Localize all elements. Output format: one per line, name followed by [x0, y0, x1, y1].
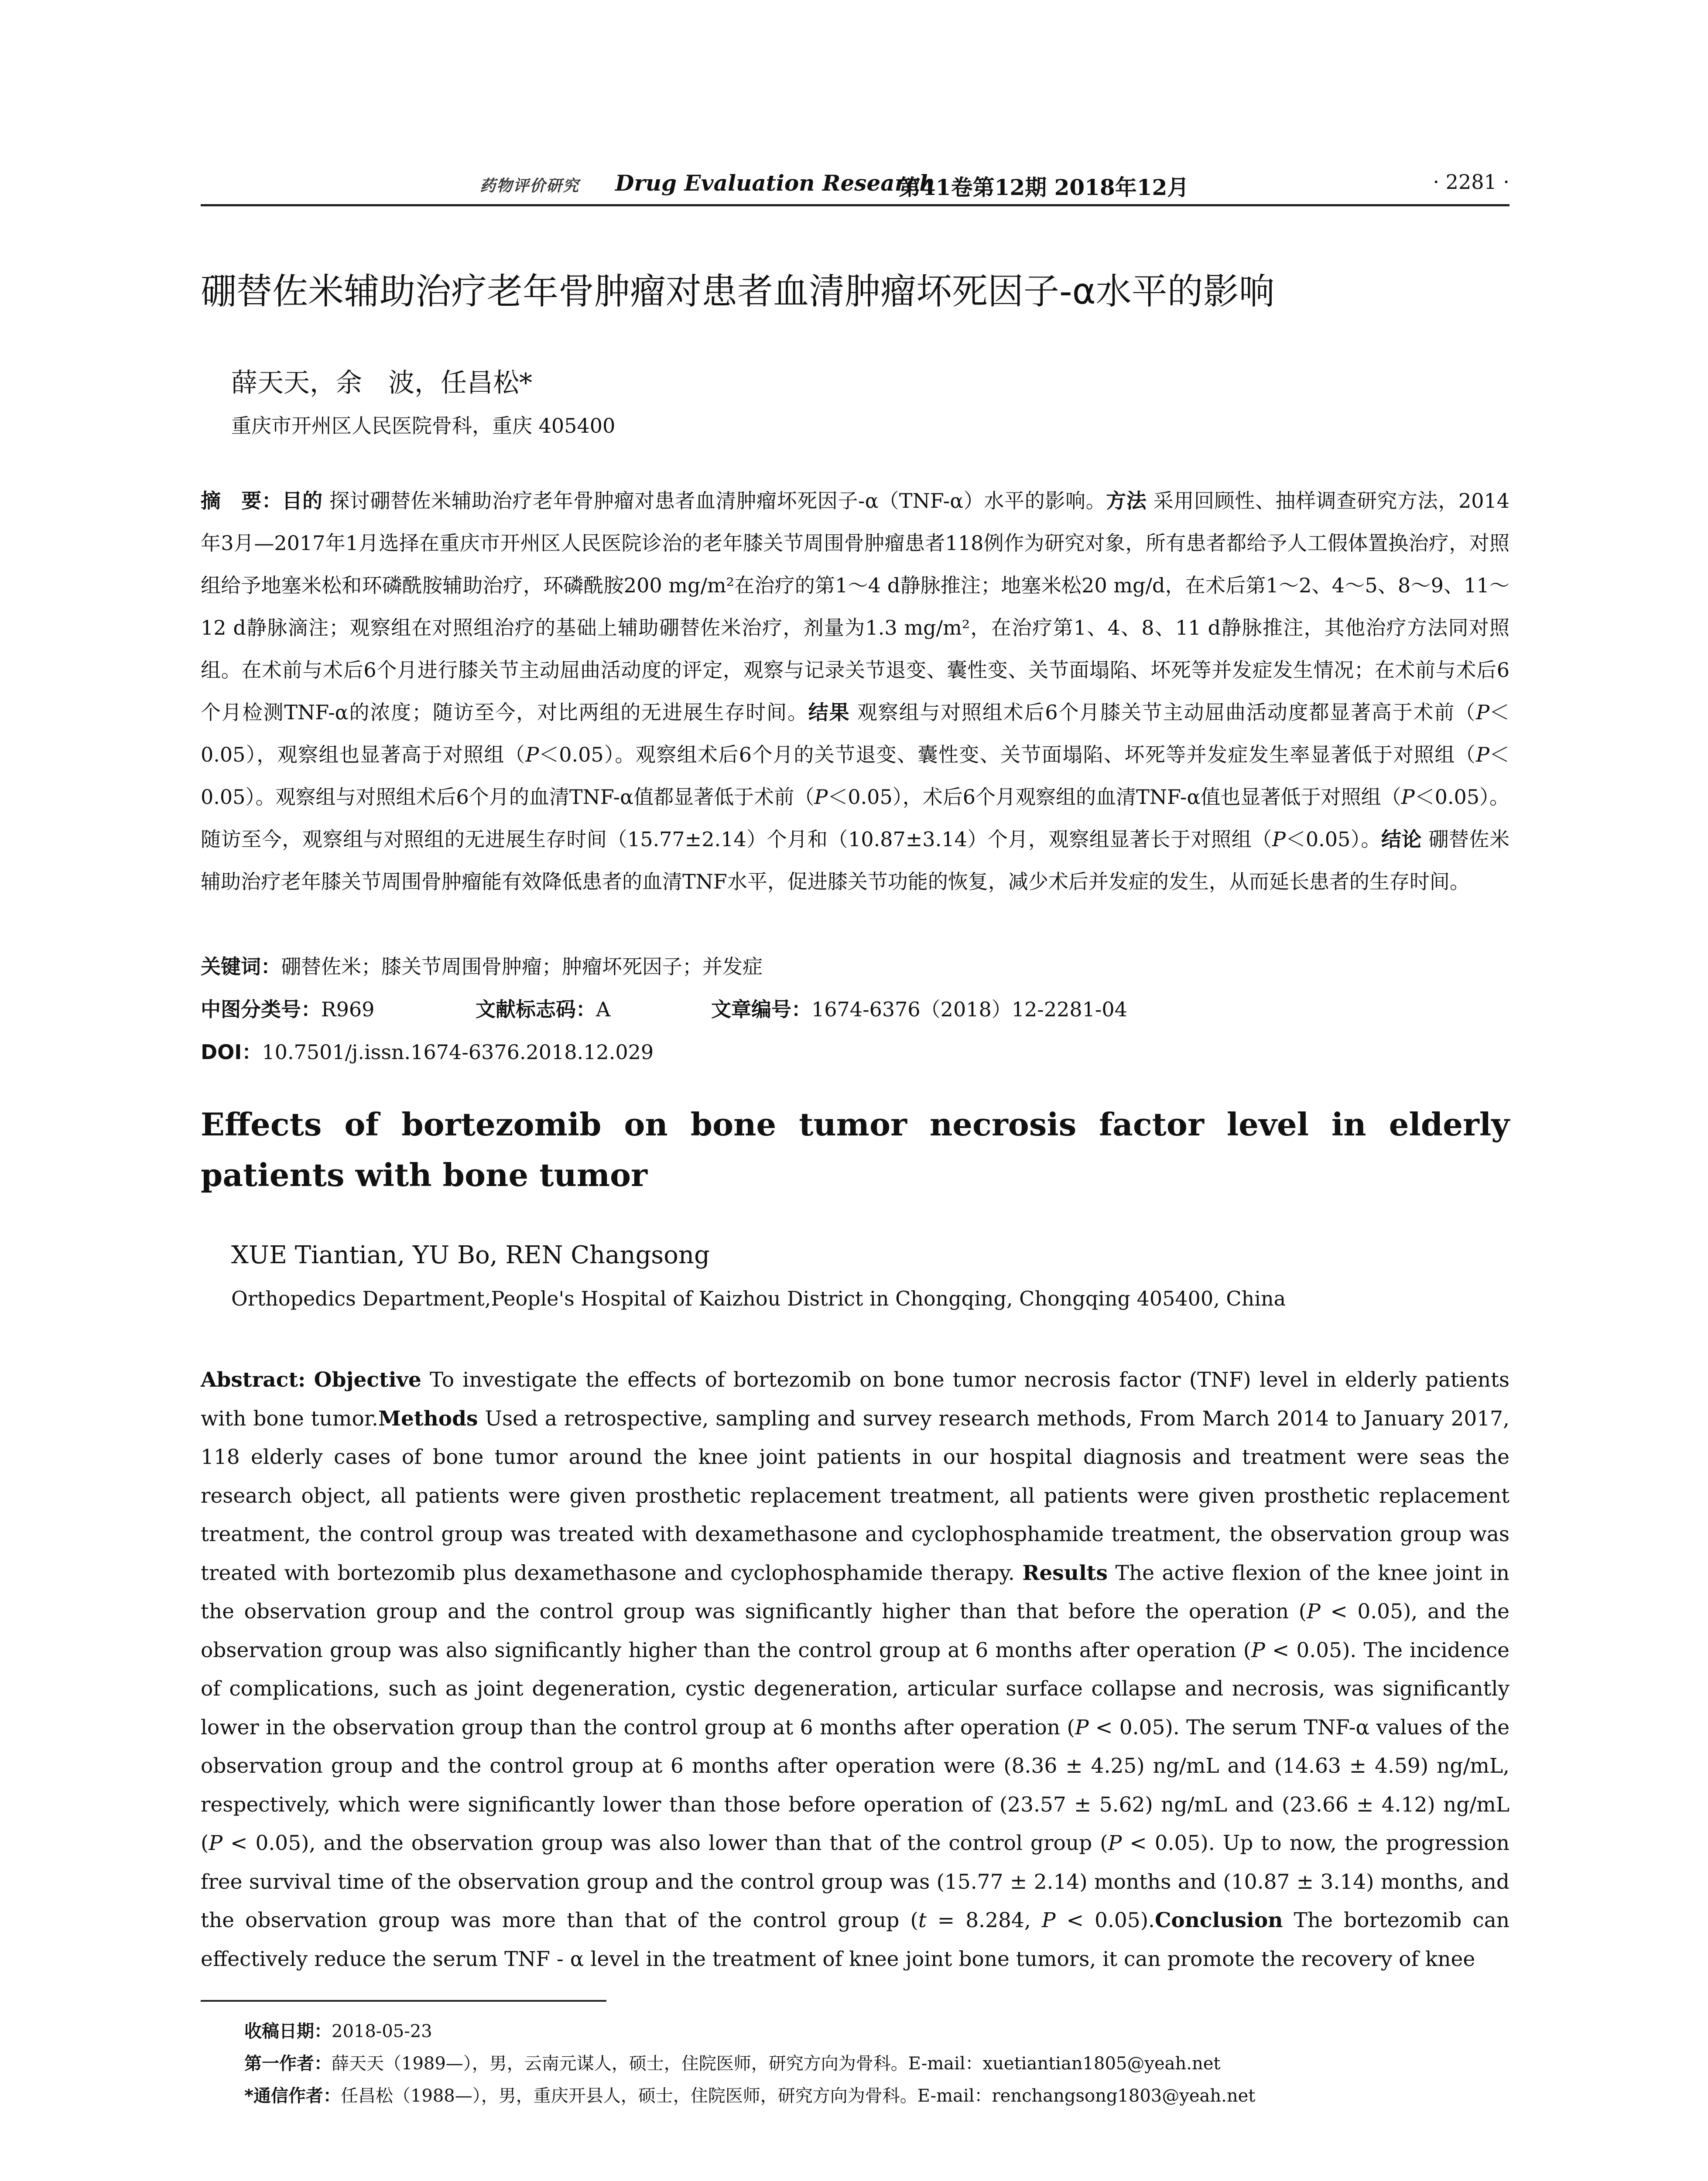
results-text: ＜0.05），观察组也显著高于对照组（	[201, 701, 1510, 766]
english-abstract	[201, 1361, 1509, 1979]
keywords-text: 硼替佐米；膝关节周围骨肿瘤；肿瘤坏死因子；并发症	[281, 955, 763, 978]
journal-logo: 药物评价研究	[480, 177, 580, 195]
english-authors: XUE Tiantian, YU Bo, REN Changsong	[231, 1241, 710, 1269]
results-text: < 0.05), and the observation group was also lower than that of the control group (	[222, 1831, 1108, 1855]
page-number: · 2281 ·	[1433, 170, 1509, 194]
p-symbol: P	[209, 1831, 222, 1855]
p-symbol: P	[1108, 1831, 1122, 1855]
article-no-value: 1674-6376（2018）12-2281-04	[811, 998, 1127, 1021]
results-text: The active flexion of the knee joint in the observation group and the control group was significantly higher than that before the operation (	[201, 1561, 1509, 1624]
header-rule	[201, 204, 1509, 206]
results-text: < 0.05).	[1055, 1908, 1155, 1932]
objective-label: 目的	[282, 489, 323, 513]
results-text: ＜0.05），术后6个月观察组的血清TNF-α值也显著低于对照组（	[828, 785, 1401, 809]
doi-row	[201, 1036, 1509, 1065]
p-symbol: P	[814, 785, 828, 809]
abstract-label: Abstract:	[201, 1368, 306, 1392]
objective-text: To investigate the effects of bortezomib on bone tumor necrosis factor (TNF) level in elderly patients with bone tumor.	[201, 1368, 1509, 1431]
clc-value: R969	[321, 998, 375, 1021]
methods-label: Methods	[378, 1406, 478, 1431]
objective-label: Objective	[314, 1368, 421, 1392]
results-text: < 0.05). Up to now, the progression free survival time of the observation group and the control group was (15.77 ± 2.14) months and (10.87 ± 3.14) months, and the observation group was more than that of the control group (	[201, 1831, 1510, 1932]
t-symbol: t	[918, 1908, 927, 1932]
p-symbol: P	[525, 743, 539, 766]
conclusion-label: 结论	[1381, 827, 1422, 851]
english-affiliation: Orthopedics Department,People's Hospital of Kaizhou District in Chongqing, Chongqing 405400, China	[231, 1287, 1286, 1310]
p-symbol: P	[1041, 1908, 1056, 1932]
chinese-title: 硼替佐米辅助治疗老年骨肿瘤对患者血清肿瘤坏死因子-α水平的影响	[201, 271, 1275, 312]
corresponding-author-note: *通信作者：任昌松（1988—），男，重庆开县人，硕士，住院医师，研究方向为骨科。E-mail：renchangsong1803@yeah.net	[244, 2086, 1256, 2106]
classification-row	[201, 994, 1509, 1022]
methods-text: Used a retrospective, sampling and survey research methods, From March 2014 to January 2017, 118 elderly cases of bone tumor around the knee joint patients in our hospital diagnosis and treatment were seas the research object, all patients were given prosthetic replacement treatment, all patients were given prosthetic replacement treatment, the control group was treated with dexamethasone and cyclophosphamide treatment, the observation group was treated with bortezomib plus dexamethasone and cyclophosphamide therapy.	[201, 1406, 1509, 1585]
results-text: ＜0.05）。	[1285, 827, 1381, 851]
doc-code-label: 文献标志码：	[476, 998, 596, 1021]
footnotes	[244, 2015, 1509, 2112]
p-symbol: P	[1272, 827, 1286, 851]
running-header	[201, 167, 1509, 202]
methods-label: 方法	[1106, 489, 1147, 513]
p-symbol: P	[1476, 701, 1490, 724]
p-symbol: P	[1307, 1600, 1321, 1624]
english-title: Effects of bortezomib on bone tumor necrosis factor level in elderly patients with bone tumor	[201, 1106, 1509, 1193]
keywords-row	[201, 951, 1509, 980]
conclusion-text: 硼替佐米辅助治疗老年膝关节周围骨肿瘤能有效降低患者的血清TNF水平，促进膝关节功能的恢复，减少术后并发症的发生，从而延长患者的生存时间。	[201, 827, 1510, 893]
results-text: = 8.284,	[926, 1908, 1042, 1932]
footnote-rule	[201, 2000, 606, 2002]
methods-text: 采用回顾性、抽样调查研究方法，2014年3月—2017年1月选择在重庆市开州区人民医院诊治的老年膝关节周围骨肿瘤患者118例作为研究对象，所有患者都给予人工假体置换治疗，对照组给予地塞米松和环磷酰胺辅助治疗，环磷酰胺200 mg/m²在治疗的第1～4 d静脉推注；地塞米松20 mg/d，在术后第1～2、4～5、8～9、11～12 d静脉滴注；观察组在对照组治疗的基础上辅助硼替佐米治疗，剂量为1.3 mg/m²，在治疗第1、4、8、11 d静脉推注，其他治疗方法同对照组。在术前与术后6个月进行膝关节主动屈曲活动度的评定，观察与记录关节退变、囊性变、关节面塌陷、坏死等并发症发生情况；在术前与术后6个月检测TNF-α的浓度；随访至今，对比两组的无进展生存时间。	[201, 489, 1510, 724]
results-text: ＜0.05）。观察组与对照组术后6个月的血清TNF-α值都显著低于术前（	[201, 743, 1509, 809]
results-text: ＜0.05）。随访至今，观察组与对照组的无进展生存时间（15.77±2.14）个月和（10.87±3.14）个月，观察组显著长于对照组（	[201, 785, 1510, 851]
keywords-label: 关键词：	[201, 955, 281, 978]
first-author-note: 第一作者：薛天天（1989—），男，云南元谋人，硕士，住院医师，研究方向为骨科。E-mail：xuetiantian1805@yeah.net	[244, 2054, 1221, 2074]
chinese-authors: 薛天天，余 波，任昌松*	[231, 368, 532, 398]
objective-text: 探讨硼替佐米辅助治疗老年骨肿瘤对患者血清肿瘤坏死因子-α（TNF-α）水平的影响。	[329, 489, 1106, 513]
p-symbol: P	[1251, 1638, 1265, 1662]
doi-link[interactable]: 10.7501/j.issn.1674-6376.2018.12.029	[262, 1040, 654, 1064]
issue-info: 第41卷第12期 2018年12月	[899, 174, 1189, 200]
results-text: < 0.05). The incidence of complications, such as joint degeneration, cystic degeneration, articular surface collapse and necrosis, was significantly lower in the observation group than the control group at 6 months after operation (	[201, 1638, 1509, 1740]
received-date: 收稿日期：2018-05-23	[244, 2021, 432, 2041]
results-text: < 0.05), and the observation group was also significantly higher than the control group at 6 months after operation (	[201, 1600, 1509, 1662]
chinese-abstract	[201, 480, 1509, 903]
p-symbol: P	[1401, 785, 1415, 809]
abstract-label: 摘 要：	[201, 489, 282, 513]
journal-name: Drug Evaluation Research	[615, 170, 935, 196]
conclusion-label: Conclusion	[1155, 1908, 1283, 1932]
clc-label: 中图分类号：	[201, 998, 321, 1021]
chinese-affiliation: 重庆市开州区人民医院骨科，重庆 405400	[231, 414, 616, 438]
doc-code-value: A	[596, 998, 611, 1021]
p-symbol: P	[1075, 1715, 1089, 1740]
results-label: 结果	[808, 701, 850, 724]
results-label: Results	[1022, 1561, 1108, 1585]
results-text: < 0.05). The serum TNF-α values of the observation group and the control group at 6 months after operation were (8.36 ± 4.25) ng/mL and (14.63 ± 4.59) ng/mL, respectively, which were significantly lower than those before operation of (23.57 ± 5.62) ng/mL and (23.66 ± 4.12) ng/mL (	[201, 1715, 1510, 1855]
p-symbol: P	[1476, 743, 1489, 766]
results-text: ＜0.05）。观察组术后6个月的关节退变、囊性变、关节面塌陷、坏死等并发症发生率显著低于对照组（	[539, 743, 1476, 766]
results-text: 观察组与对照组术后6个月膝关节主动屈曲活动度都显著高于术前（	[857, 701, 1476, 724]
conclusion-text: The bortezomib can effectively reduce the serum TNF - α level in the treatment of knee joint bone tumors, it can promote the recovery of knee	[201, 1908, 1510, 1971]
doi-label: DOI：	[201, 1040, 262, 1064]
article-no-label: 文章编号：	[711, 998, 811, 1021]
